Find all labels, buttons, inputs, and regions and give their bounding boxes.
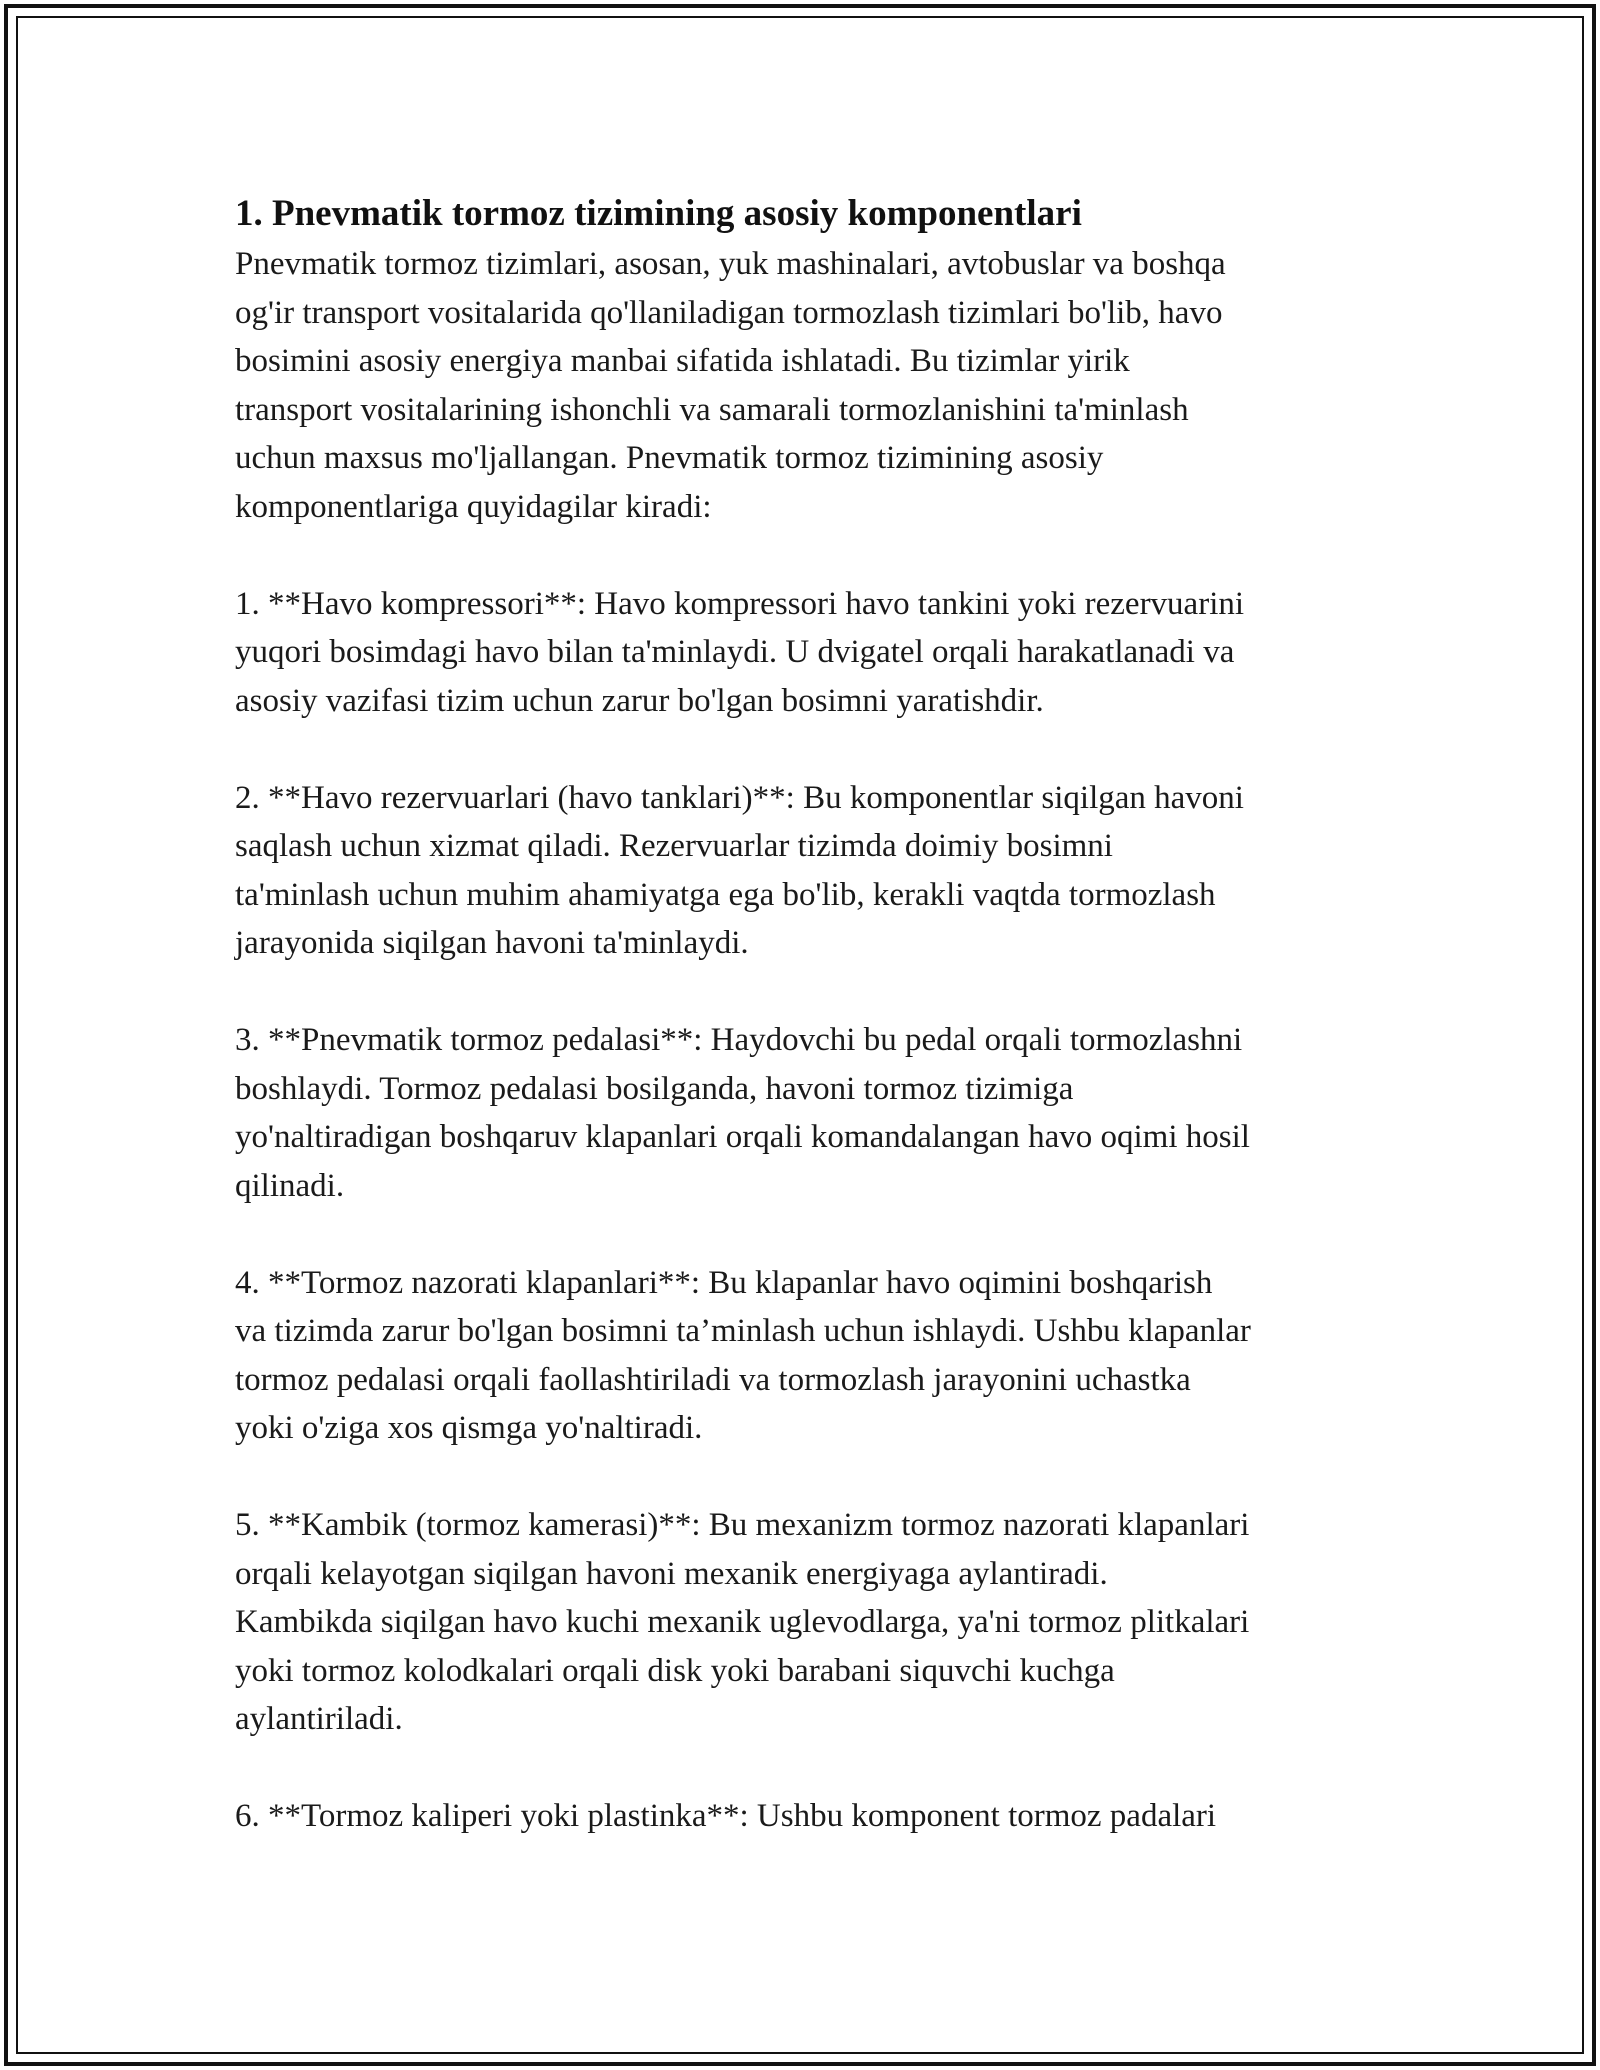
list-item-brake-chamber: 5. **Kambik (tormoz kamerasi)**: Bu mexanizm tormoz nazorati klapanlari orqali kelayotgan siqilgan havoni mexanik energiyaga aylantiradi. Kambikda siqilgan havo kuchi mexanik uglevodlarga, ya'ni tormoz plitkalari yoki tormoz kolodkalari orqali disk yoki barabani siquvchi kuchga aylantiriladi.: [235, 1507, 1250, 1737]
list-item-air-reservoirs: 2. **Havo rezervuarlari (havo tanklari)**: Bu komponentlar siqilgan havoni saqlash uchun xizmat qiladi. Rezervuarlar tizimda doimiy bosimni ta'minlash uchun muhim ahamiyatga ega bo'lib, kerakli vaqtda tormozlash jarayonida siqilgan havoni ta'minlaydi.: [235, 779, 1244, 961]
list-item-brake-pedal: 3. **Pnevmatik tormoz pedalasi**: Haydovchi bu pedal orqali tormozlashni boshlaydi. Tormoz pedalasi bosilganda, havoni tormoz tizimiga yo'naltiradigan boshqaruv klapanlari orqali komandalangan havo oqimi hosil qilinadi.: [235, 1022, 1250, 1204]
list-item-air-compressor: 1. **Havo kompressori**: Havo kompressori havo tankini yoki rezervuarini yuqori bosimdagi havo bilan ta'minlaydi. U dvigatel orqali harakatlanadi va asosiy vazifasi tizim uchun zarur bo'lgan bosimni yaratishdir.: [235, 585, 1245, 719]
intro-paragraph: Pnevmatik tormoz tizimlari, asosan, yuk mashinalari, avtobuslar va boshqa og'ir transport vositalarida qo'llaniladigan tormozlash tizimlari bo'lib, havo bosimini asosiy energiya manbai sifatida ishlatadi. Bu tizimlar yirik transport vositalarining ishonchli va samarali tormozlanishini ta'minlash uchun maxsus mo'ljallangan. Pnevmatik tormoz tizimining asosiy komponentlariga quyidagilar kiradi:: [235, 246, 1226, 525]
section-heading: 1. Pnevmatik tormoz tizimining asosiy komponentlari: [235, 193, 1082, 234]
list-item-brake-caliper: 6. **Tormoz kaliperi yoki plastinka**: Ushbu komponent tormoz padalari: [235, 1798, 1217, 1834]
document-body: [235, 188, 1375, 1841]
list-item-brake-control-valves: 4. **Tormoz nazorati klapanlari**: Bu klapanlar havo oqimini boshqarish va tizimda zarur bo'lgan bosimni ta’minlash uchun ishlaydi. Ushbu klapanlar tormoz pedalasi orqali faollashtiriladi va tormozlash jarayonini uchastka yoki o'ziga xos qismga yo'naltiradi.: [235, 1264, 1251, 1446]
